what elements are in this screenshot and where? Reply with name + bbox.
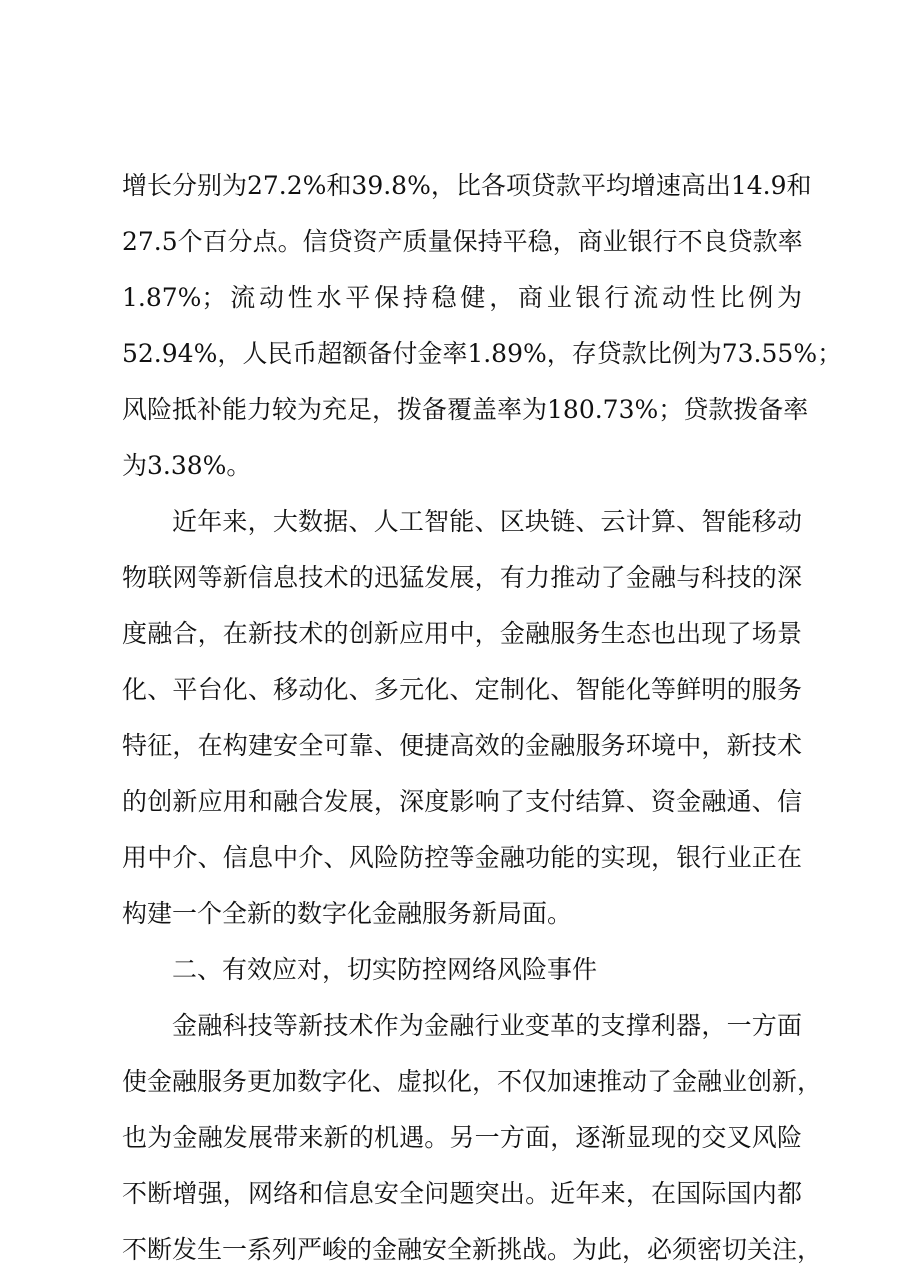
text-line: 化、平台化、移动化、多元化、定制化、智能化等鲜明的服务: [122, 675, 802, 704]
text-line: 金融科技等新技术作为金融行业变革的支撑利器，一方面: [172, 1011, 802, 1040]
text-line: 增长分别为27.2%和39.8%，比各项贷款平均增速高出14.9和: [122, 171, 812, 200]
text-line: 的创新应用和融合发展，深度影响了支付结算、资金融通、信: [122, 787, 802, 816]
section-heading: 二、有效应对，切实防控网络风险事件: [172, 955, 598, 984]
text-line: 特征，在构建安全可靠、便捷高效的金融服务环境中，新技术: [122, 731, 802, 760]
document-body: [122, 158, 843, 1278]
text-line: 使金融服务更加数字化、虚拟化，不仅加速推动了金融业创新，: [122, 1067, 823, 1096]
text-line: 1.87%；流动性水平保持稳健，商业银行流动性比例为: [122, 283, 802, 312]
text-line: 27.5个百分点。信贷资产质量保持平稳，商业银行不良贷款率: [122, 227, 803, 256]
text-line: 为3.38%。: [122, 451, 252, 480]
text-line: 近年来，大数据、人工智能、区块链、云计算、智能移动: [172, 507, 802, 536]
text-line: 度融合，在新技术的创新应用中，金融服务生态也出现了场景: [122, 619, 802, 648]
text-line: 风险抵补能力较为充足，拨备覆盖率为180.73%；贷款拨备率: [122, 395, 809, 424]
text-line: 构建一个全新的数字化金融服务新局面。: [122, 899, 573, 928]
text-line: 不断发生一系列严峻的金融安全新挑战。为此，必须密切关注，: [122, 1235, 823, 1264]
text-line: 也为金融发展带来新的机遇。另一方面，逐渐显现的交叉风险: [122, 1123, 802, 1152]
text-line: 52.94%，人民币超额备付金率1.89%，存贷款比例为73.55%；: [122, 339, 843, 368]
text-line: 用中介、信息中介、风险防控等金融功能的实现，银行业正在: [122, 843, 802, 872]
text-line: 物联网等新信息技术的迅猛发展，有力推动了金融与科技的深: [122, 563, 802, 592]
text-line: 不断增强，网络和信息安全问题突出。近年来，在国际国内都: [122, 1179, 802, 1208]
